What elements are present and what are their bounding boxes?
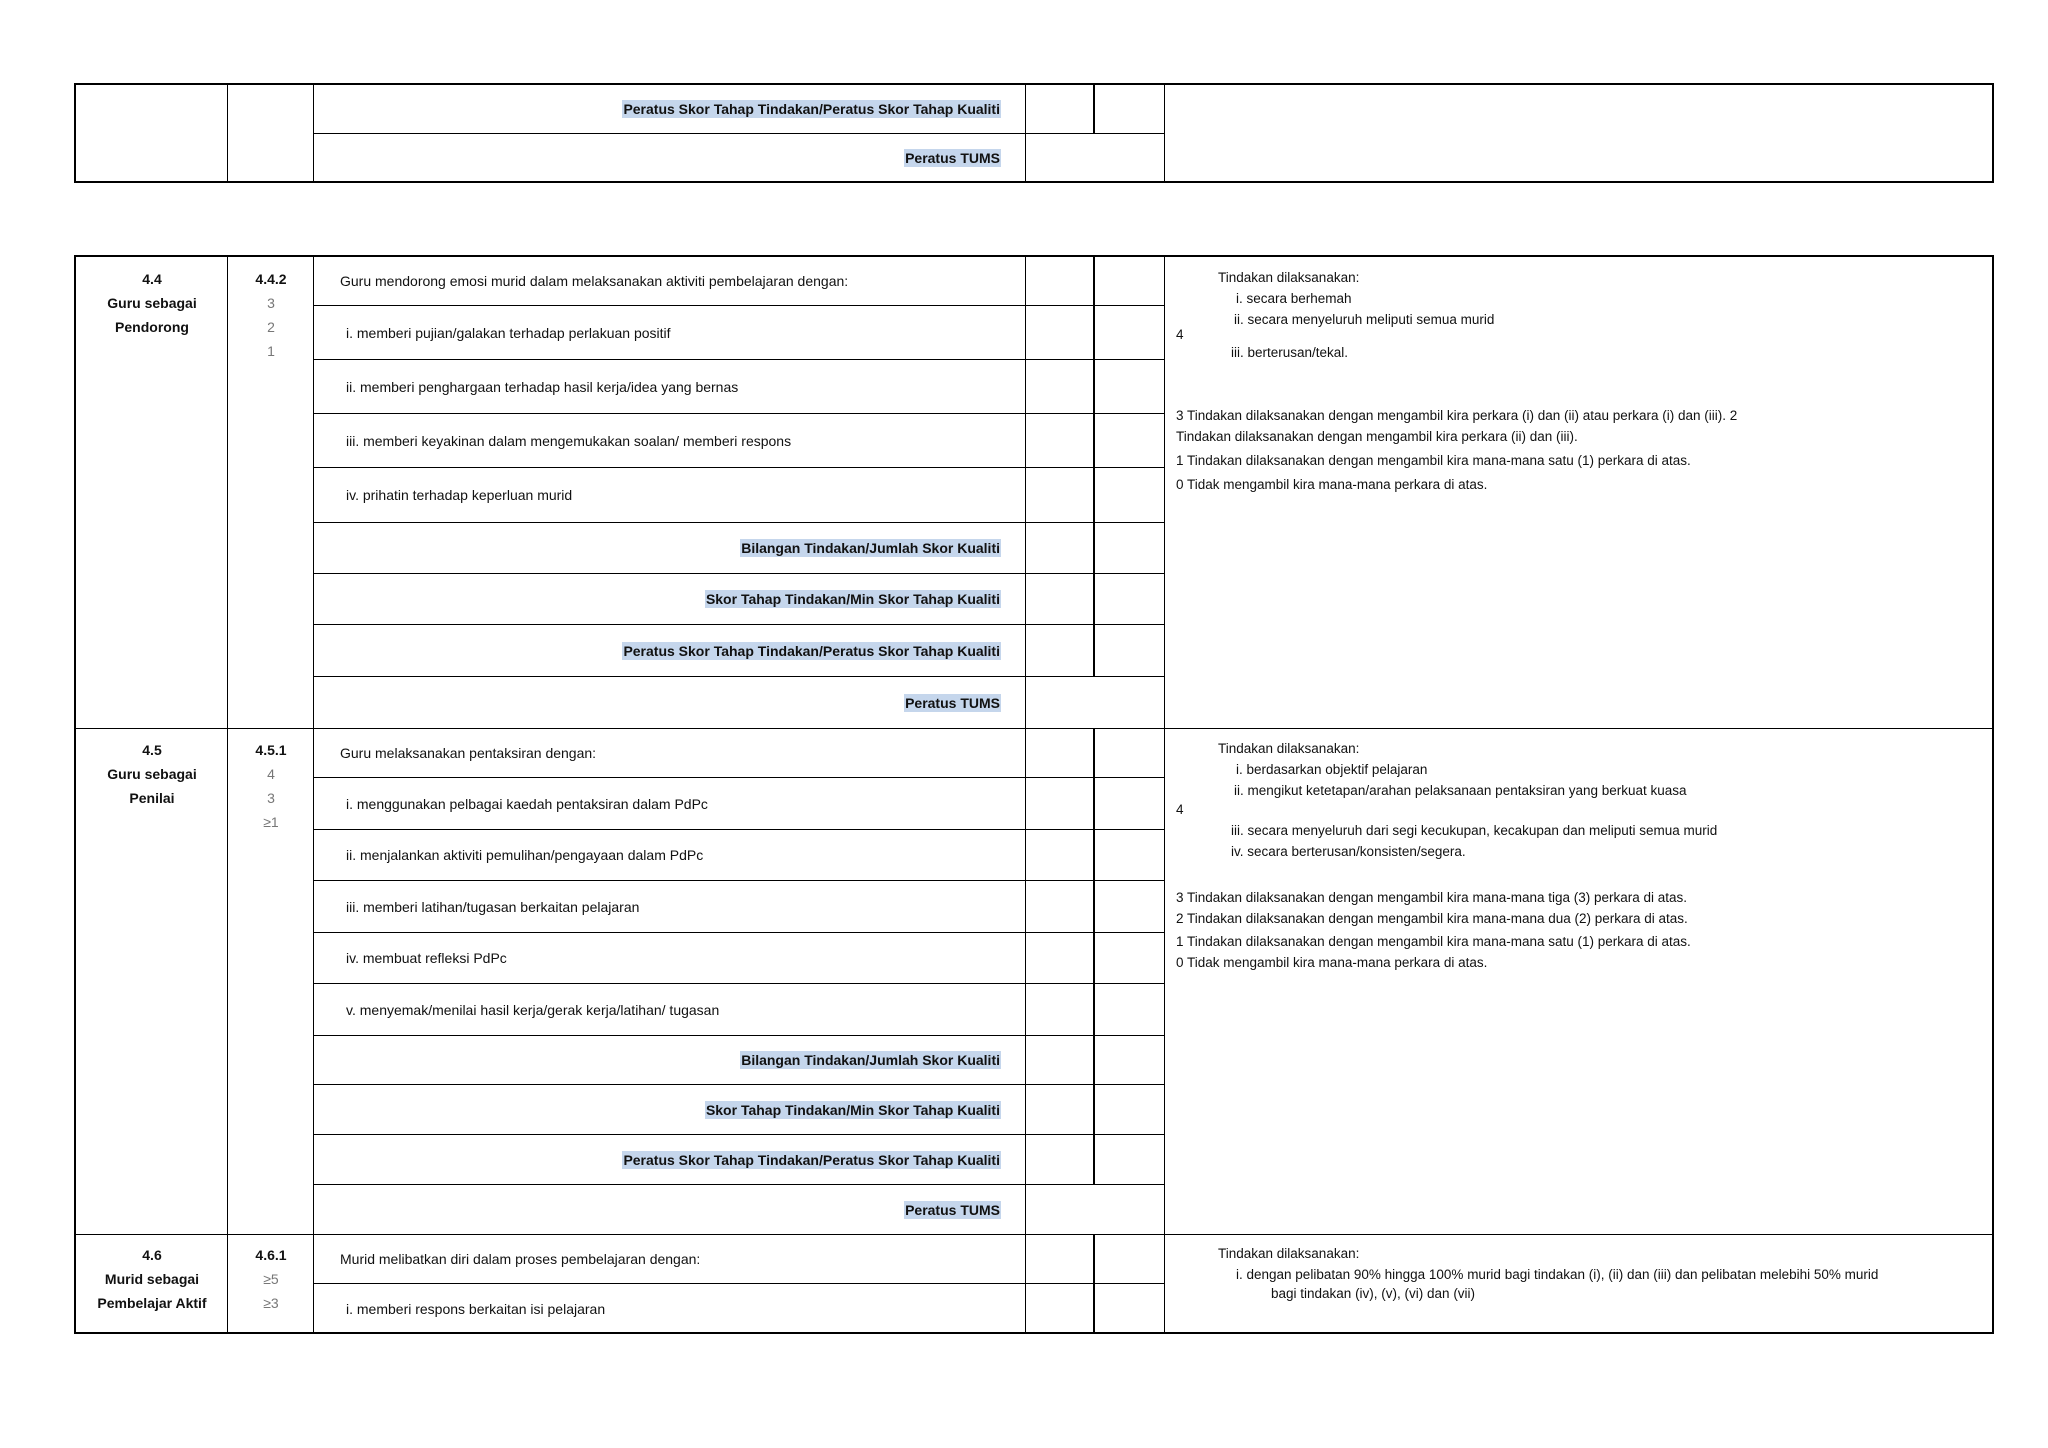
item-text: iv. prihatin terhadap keperluan murid	[314, 468, 1026, 522]
table-row	[314, 728, 1164, 778]
table-row	[314, 830, 1164, 881]
table-row	[314, 1085, 1164, 1135]
table-row	[314, 1036, 1164, 1085]
top-table	[74, 83, 1994, 183]
row-label: Peratus TUMS	[905, 150, 1000, 166]
table-row	[314, 574, 1164, 625]
table-row	[314, 468, 1164, 523]
score-cell[interactable]	[1026, 625, 1094, 676]
table-row	[314, 1135, 1164, 1185]
level-label: 3	[267, 790, 275, 806]
scoring-notes-4-6: Tindakan dilaksanakan: i. dengan pelibatan 90% hingga 100% murid bagi tindakan (i), (ii) dan (iii) dan pelibatan melebihi 50% murid bagi tindakan (iv), (v), (vi) dan (vii)	[1218, 1246, 1879, 1301]
item-text: ii. memberi penghargaan terhadap hasil kerja/idea yang bernas	[314, 360, 1026, 413]
level-label: ≥3	[263, 1295, 279, 1311]
scoring-notes-4-4: Tindakan dilaksanakan: i. secara berhemah ii. secara menyeluruh meliputi semua murid 4 iii. berterusan/tekal. 3 Tindakan dilaksanakan dengan mengambil kira perkara (i) dan (ii) atau perkara (i) dan (iii). 2 Tindakan dilaksanakan dengan mengambil kira perkara (ii) dan (iii). 1 Tindakan dilaksanakan dengan mengambil kira mana-mana satu (1) perkara di atas. 0 Tidak mengambil kira mana-mana perkara di atas.	[1176, 270, 1738, 492]
table-row	[314, 306, 1164, 360]
summary-label: Peratus TUMS	[905, 694, 1000, 711]
score-cell[interactable]	[1026, 1284, 1094, 1334]
summary-label: Peratus TUMS	[905, 1201, 1000, 1218]
level-label: 1	[267, 343, 275, 359]
score-cell[interactable]	[1026, 984, 1094, 1035]
score-cell[interactable]	[1026, 1135, 1094, 1184]
item-text: ii. menjalankan aktiviti pemulihan/pengayaan dalam PdPc	[314, 830, 1026, 880]
table-row	[314, 625, 1164, 677]
table-row	[314, 85, 1164, 134]
section-4-5: 4.5 Guru sebagai Penilai	[107, 742, 197, 806]
score-cell[interactable]	[1026, 85, 1094, 133]
col-code	[228, 85, 314, 181]
table-row	[314, 523, 1164, 574]
score-cell[interactable]	[1026, 728, 1094, 777]
summary-label: Bilangan Tindakan/Jumlah Skor Kualiti	[741, 540, 1000, 556]
item-text: i. memberi respons berkaitan isi pelajaran	[314, 1284, 1026, 1334]
score-cell[interactable]	[1026, 778, 1094, 829]
section-4-6: 4.6 Murid sebagai Pembelajar Aktif	[97, 1247, 207, 1311]
row-label: Peratus Skor Tahap Tindakan/Peratus Skor Tahap Kualiti	[623, 101, 1000, 117]
summary-label: Peratus Skor Tahap Tindakan/Peratus Skor Tahap Kualiti	[623, 642, 1000, 659]
table-row	[314, 933, 1164, 984]
table-row	[314, 414, 1164, 468]
col-notes	[1164, 85, 1992, 181]
item-intro: Murid melibatkan diri dalam proses pembelajaran dengan:	[314, 1234, 1026, 1283]
level-label: ≥1	[263, 814, 279, 830]
table-row	[314, 1185, 1164, 1234]
item-text: iii. memberi latihan/tugasan berkaitan pelajaran	[314, 881, 1026, 932]
score-cell[interactable]	[1026, 1234, 1094, 1283]
summary-label: Skor Tahap Tindakan/Min Skor Tahap Kualiti	[705, 591, 1000, 607]
score-cell[interactable]	[1026, 1036, 1094, 1084]
score-cell[interactable]	[1026, 677, 1164, 728]
score-cell[interactable]	[1026, 830, 1094, 880]
table-row	[314, 778, 1164, 830]
table-row	[314, 1284, 1164, 1334]
score-cell[interactable]	[1026, 523, 1094, 573]
summary-label: Peratus Skor Tahap Tindakan/Peratus Skor Tahap Kualiti	[623, 1151, 1000, 1168]
code-4-4-2: 4.4.2 3 2 1	[228, 267, 314, 363]
table-row	[314, 360, 1164, 414]
item-text: i. menggunakan pelbagai kaedah pentaksiran dalam PdPc	[314, 778, 1026, 829]
summary-label: Bilangan Tindakan/Jumlah Skor Kualiti	[741, 1052, 1000, 1068]
table-row	[314, 677, 1164, 728]
code-4-6-1: 4.6.1 ≥5 ≥3	[228, 1243, 314, 1315]
score-cell[interactable]	[1026, 933, 1094, 983]
score-cell[interactable]	[1026, 360, 1094, 413]
table-row	[314, 984, 1164, 1036]
table-row	[314, 257, 1164, 306]
item-text: iv. membuat refleksi PdPc	[314, 933, 1026, 983]
score-cell[interactable]	[1026, 1185, 1164, 1234]
table-row	[314, 134, 1164, 183]
score-cell[interactable]	[1026, 468, 1094, 522]
score-cell[interactable]	[1026, 134, 1164, 182]
score-cell[interactable]	[1026, 306, 1094, 359]
level-label: 4	[267, 766, 275, 782]
score-cell[interactable]	[1026, 881, 1094, 932]
col-section	[76, 85, 228, 181]
main-table	[74, 255, 1994, 1334]
item-intro: Guru melaksanakan pentaksiran dengan:	[314, 728, 1026, 777]
scoring-notes-4-5: Tindakan dilaksanakan: i. berdasarkan objektif pelajaran ii. mengikut ketetapan/arahan pelaksanaan pentaksiran yang berkuat kuasa 4 iii. secara menyeluruh dari segi kecukupan, kecakupan dan meliputi semua murid iv. secara berterusan/konsisten/segera. 3 Tindakan dilaksanakan dengan mengambil kira mana-mana tiga (3) perkara di atas. 2 Tindakan dilaksanakan dengan mengambil kira mana-mana dua (2) perkara di atas. 1 Tindakan dilaksanakan dengan mengambil kira mana-mana satu (1) perkara di atas. 0 Tidak mengambil kira mana-mana perkara di atas.	[1176, 741, 1718, 970]
level-label: 2	[267, 319, 275, 335]
table-row	[314, 1234, 1164, 1284]
summary-label: Skor Tahap Tindakan/Min Skor Tahap Kualiti	[705, 1101, 1000, 1118]
score-cell[interactable]	[1026, 574, 1094, 624]
item-text: i. memberi pujian/galakan terhadap perlakuan positif	[314, 306, 1026, 359]
code-4-5-1: 4.5.1 4 3 ≥1	[228, 738, 314, 834]
level-label: ≥5	[263, 1271, 279, 1287]
item-intro: Guru mendorong emosi murid dalam melaksanakan aktiviti pembelajaran dengan:	[314, 257, 1026, 305]
section-4-4: 4.4 Guru sebagai Pendorong	[107, 271, 197, 335]
level-label: 3	[267, 295, 275, 311]
score-cell[interactable]	[1026, 257, 1094, 305]
score-cell[interactable]	[1026, 1085, 1094, 1134]
item-text: v. menyemak/menilai hasil kerja/gerak kerja/latihan/ tugasan	[314, 984, 1026, 1035]
score-cell[interactable]	[1026, 414, 1094, 467]
item-text: iii. memberi keyakinan dalam mengemukakan soalan/ memberi respons	[314, 414, 1026, 467]
table-row	[314, 881, 1164, 933]
